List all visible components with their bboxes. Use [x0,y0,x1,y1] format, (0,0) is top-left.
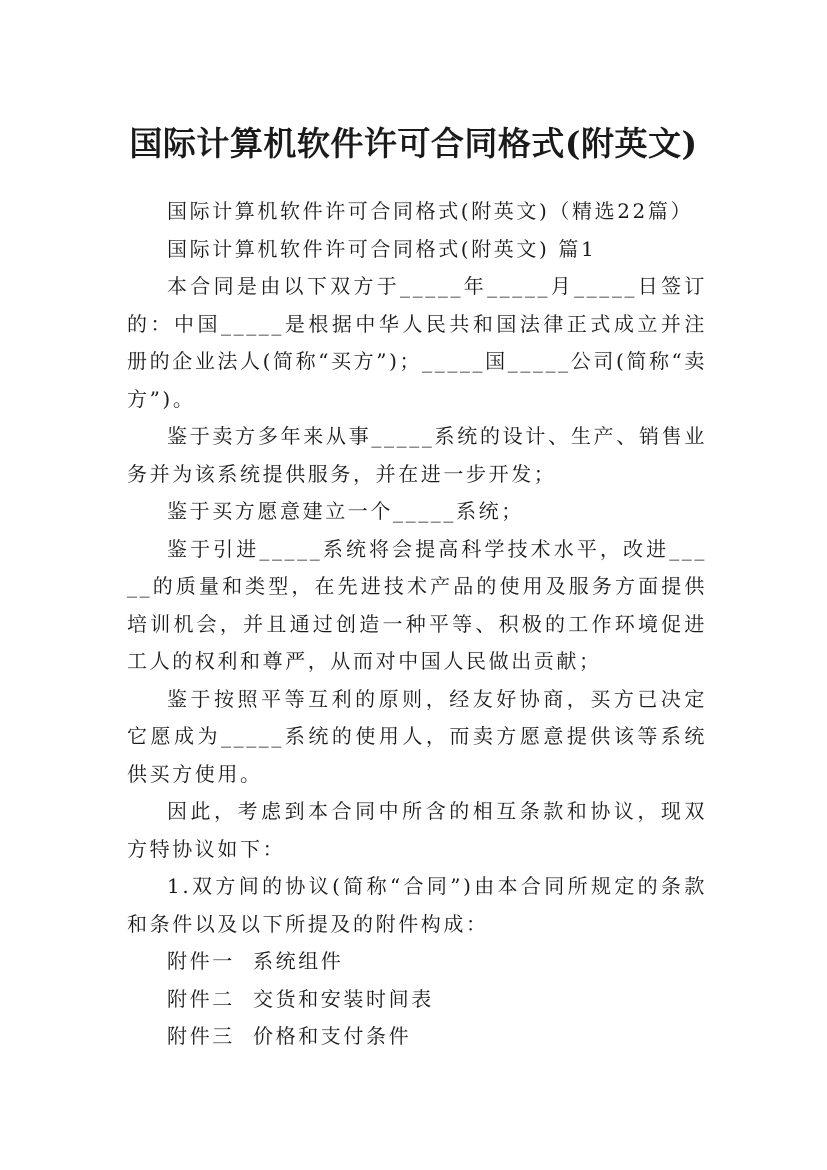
paragraph: 因此，考虑到本合同中所含的相互条款和协议，现双方特协议如下： [127,799,707,861]
annex-number: 附件二 [167,986,235,1011]
document-title: 国际计算机软件许可合同格式(附英文) [129,124,698,164]
annex-item [127,1018,707,1056]
paragraph: 1.双方间的协议(简称“合同”)由本合同所规定的条款和条件以及以下所提及的附件构成： [127,874,707,936]
paragraph: 本合同是由以下双方于_____年_____月_____日签订的：中国_____是根据中华人民共和国法律正式成立并注册的企业法人(简称“买方”)；_____国_____公司(简称“卖方”)。 [127,274,707,411]
annex-number: 附件一 [167,949,235,973]
annex-name: 系统组件 [253,949,344,973]
annex-item [127,943,707,981]
document-body [127,193,707,1056]
annex-name: 交货和安装时间表 [253,986,434,1011]
paragraph: 国际计算机软件许可合同格式(附英文)（精选22篇） [167,199,694,223]
annex-name: 价格和支付条件 [253,1024,412,1048]
paragraph: 国际计算机软件许可合同格式(附英文) 篇1 [167,236,597,261]
annex-number: 附件三 [167,1024,235,1048]
paragraph: 鉴于买方愿意建立一个_____系统； [167,499,524,523]
annex-item [127,981,707,1019]
paragraph: 鉴于卖方多年来从事_____系统的设计、生产、销售业务并为该系统提供服务，并在进一步开发； [127,424,707,486]
paragraph: 鉴于引进_____系统将会提高科学技术水平，改进_____的质量和类型，在先进技术产品的使用及服务方面提供培训机会，并且通过创造一种平等、积极的工作环境促进工人的权利和尊严，从而对中国人民做出贡献； [127,536,707,673]
paragraph: 鉴于按照平等互利的原则，经友好协商，买方已决定它愿成为_____系统的使用人，而卖方愿意提供该等系统供买方使用。 [127,686,707,786]
